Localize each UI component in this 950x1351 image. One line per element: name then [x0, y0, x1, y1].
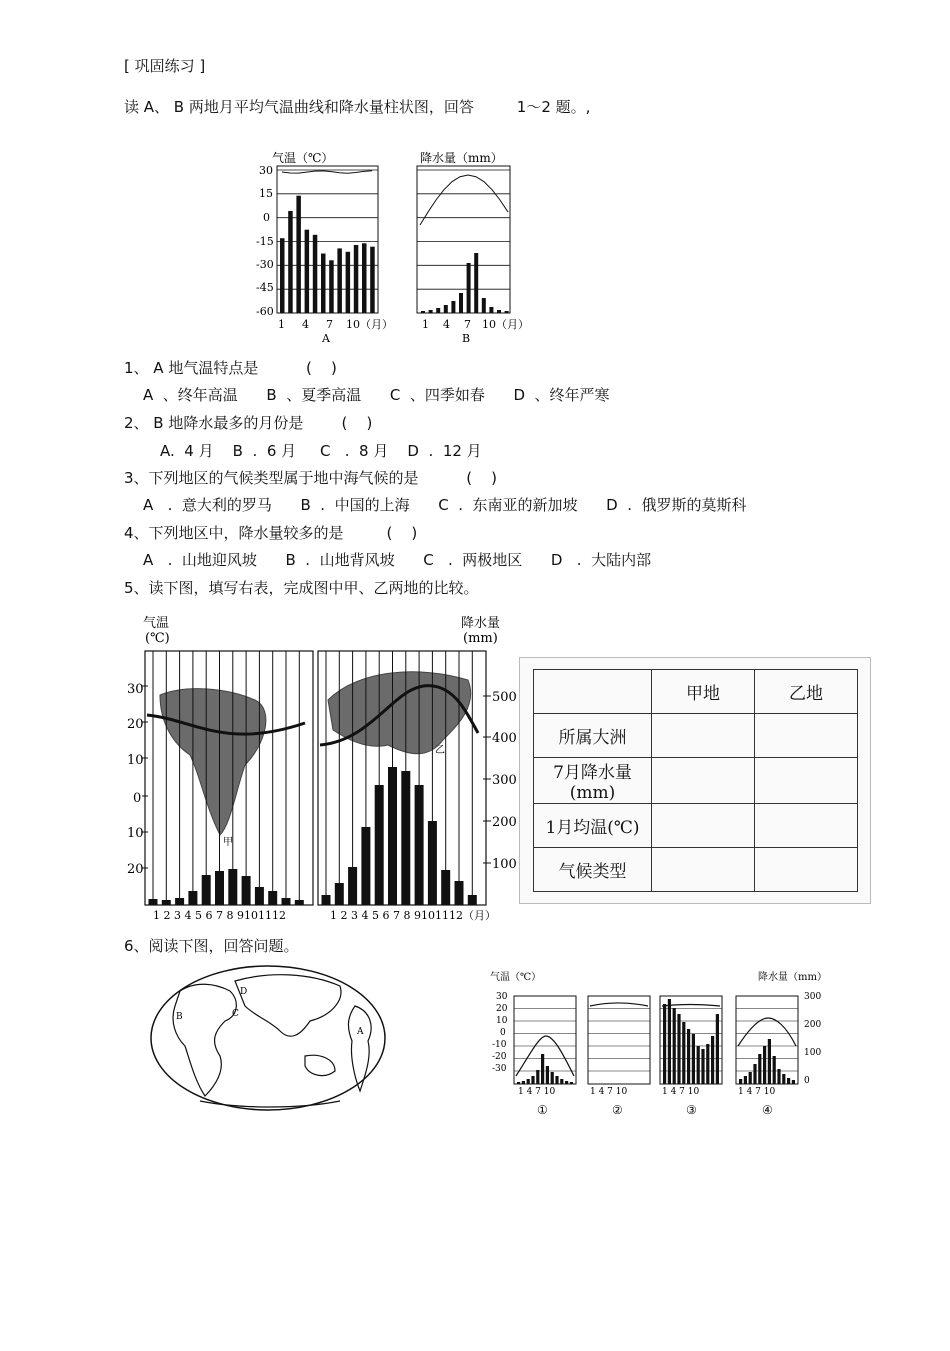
question-2: 2、 B 地降水最多的月份是 ( ): [124, 414, 373, 432]
chart-a-bar: [337, 248, 342, 313]
fig2-precip-bar: [322, 895, 331, 905]
fig3-precip-bar: [706, 1044, 709, 1084]
fig3-precip-bar: [758, 1054, 761, 1084]
question-3: 3、下列地区的气候类型属于地中海气候的是 ( ): [124, 469, 498, 487]
svg-text:30: 30: [127, 682, 144, 697]
fig3-xticks-2: 1 4 7 10: [590, 1087, 628, 1097]
chart-a-plot: [277, 166, 378, 313]
map-label-a: A: [357, 1027, 364, 1037]
fig3-precip-bar: [531, 1076, 534, 1084]
svg-text:-30: -30: [256, 258, 274, 271]
fig3-precip-bar: [663, 1004, 666, 1084]
fig3-left-ticks: [492, 992, 508, 1074]
row-label-jan-temp: 1月均温(℃): [534, 804, 652, 848]
row-label-climate-type: 气候类型: [534, 848, 652, 892]
fig3-precip-bar: [753, 1064, 756, 1084]
world-map: [140, 961, 396, 1119]
fig2-precip-bar: [188, 891, 197, 905]
fig2-precip-bar: [428, 821, 437, 905]
fig2-precip-bar: [202, 875, 211, 905]
fig2-precip-bar: [375, 785, 384, 905]
chart-b-bar: [505, 311, 509, 313]
chart-a-bar: [296, 196, 301, 313]
question-1: 1、 A 地气温特点是 ( ): [124, 359, 337, 377]
chart-b-bar: [497, 310, 501, 313]
question-1-options: A 、终年高温 B 、夏季高温 C 、四季如春 D 、终年严寒: [143, 386, 610, 404]
chart-b-bar: [467, 263, 471, 313]
row-label-july-precip: 7月降水量(mm): [534, 758, 652, 804]
chart-b-bar: [489, 307, 493, 313]
fig2-precip-bar: [215, 871, 224, 905]
fig2-precip-bar: [282, 898, 291, 905]
place-yi-label: 乙: [435, 745, 445, 756]
map-label-c: C: [232, 1009, 239, 1019]
fig3-right-ticks: [804, 992, 821, 1086]
svg-text:10（月）: 10（月）: [482, 318, 529, 331]
climate-map-chart-jia-yi: [125, 615, 520, 925]
fig2-precip-bar: [455, 881, 464, 905]
chart-b-bar: [444, 305, 448, 313]
comparison-table: [533, 669, 858, 892]
map-label-b: B: [176, 1012, 183, 1022]
cell-jia-jan-temp[interactable]: [652, 804, 755, 848]
fig2-continent: [328, 672, 471, 754]
chart-b-bar: [436, 308, 440, 313]
cell-yi-july-precip[interactable]: [755, 758, 858, 804]
table-header-jia: 甲地: [652, 670, 755, 714]
map-landmass-australia: [305, 1055, 335, 1075]
table-header-blank: [534, 670, 652, 714]
question-5: 5、读下图，填写右表，完成图中甲、乙两地的比较。: [124, 579, 479, 597]
svg-text:0: 0: [133, 791, 142, 806]
svg-text:100: 100: [492, 857, 517, 872]
svg-text:10: 10: [127, 753, 144, 768]
chart-b-bar: [421, 311, 425, 313]
svg-text:200: 200: [492, 815, 517, 830]
row-label-continent: 所属大洲: [534, 714, 652, 758]
chart-b-bar: [429, 310, 433, 313]
fig3-precip-bar: [536, 1070, 539, 1084]
fig3-precip-bar: [570, 1082, 573, 1084]
svg-text:15: 15: [259, 187, 273, 200]
fig2-x-axis-left: 1 2 3 4 5 6 7 8 9101112: [153, 909, 286, 922]
fig2-precip-bar: [468, 895, 477, 905]
cell-yi-jan-temp[interactable]: [755, 804, 858, 848]
chart-b-bar: [482, 298, 486, 313]
chart-a-bar: [280, 238, 285, 313]
map-landmass-antarctica: [200, 1101, 340, 1107]
svg-text:0: 0: [263, 211, 270, 224]
fig3-precip-bar: [749, 1072, 752, 1084]
fig2-x-axis-right: 1 2 3 4 5 6 7 8 9101112（月）: [330, 909, 496, 922]
intro-text: 读 A、 B 两地月平均气温曲线和降水量柱状图，回答 1～2 题。,: [124, 98, 591, 116]
fig3-precip-bar: [546, 1066, 549, 1084]
chart-a-bar: [354, 245, 359, 313]
fig2-left-ticks: [127, 682, 144, 877]
svg-text:200: 200: [804, 1020, 822, 1030]
fig2-precip-bar: [242, 876, 251, 905]
fig3-precip-bar: [711, 1036, 714, 1084]
fig3-precip-bar: [744, 1076, 747, 1084]
fig3-right-title: 降水量（mm）: [758, 972, 827, 983]
svg-text:30: 30: [496, 992, 508, 1002]
place-jia-label: 甲: [223, 837, 233, 848]
table-row: [534, 848, 858, 892]
table-row: [534, 804, 858, 848]
cell-jia-july-precip[interactable]: [652, 758, 755, 804]
fig2-right-unit: (mm): [463, 631, 498, 646]
svg-text:10: 10: [127, 826, 144, 841]
chart-b-bar: [459, 293, 463, 313]
fig3-precip-bar: [787, 1078, 790, 1084]
svg-text:-60: -60: [256, 305, 274, 318]
chart-a-bar: [288, 211, 293, 313]
fig2-precip-bar: [401, 771, 410, 905]
fig3-precip-bar: [777, 1069, 780, 1084]
fig3-precip-bar: [522, 1081, 525, 1084]
fig3-precip-bar: [739, 1079, 742, 1084]
chart-a-bar: [362, 243, 367, 313]
svg-text:300: 300: [804, 992, 822, 1002]
chart-a-label: A: [322, 332, 330, 345]
fig3-precip-bar: [527, 1079, 530, 1084]
fig3-precip-bar: [716, 1014, 719, 1084]
svg-text:-20: -20: [492, 1052, 507, 1062]
chart-b-title: 降水量（mm）: [420, 151, 503, 165]
fig3-temp-curve: [590, 1003, 648, 1006]
chart-label-2: ②: [612, 1103, 623, 1117]
chart-label-4: ④: [762, 1103, 773, 1117]
svg-text:0: 0: [500, 1028, 506, 1038]
map-landmass-africa-europe: [173, 984, 236, 1096]
svg-text:-30: -30: [492, 1064, 507, 1074]
fig3-precip-bar: [682, 1022, 685, 1084]
fig2-precip-bar: [335, 883, 344, 905]
fig3-precip-bar: [677, 1014, 680, 1084]
chart-a-bar: [329, 260, 334, 313]
table-row: [534, 714, 858, 758]
svg-text:10（月）: 10（月）: [346, 318, 393, 331]
fig3-precip-bar: [697, 1046, 700, 1084]
fig3-precip-bar: [668, 999, 671, 1084]
chart-a-bar: [305, 230, 310, 313]
fig3-precip-bar: [541, 1054, 544, 1084]
svg-text:0: 0: [804, 1076, 810, 1086]
fig2-right-ticks: [492, 690, 517, 872]
section-title: [ 巩固练习 ]: [124, 57, 206, 75]
chart-b-xticks: [422, 318, 529, 331]
fig2-precip-bar: [162, 900, 171, 905]
chart-b-bar: [474, 253, 478, 313]
svg-text:20: 20: [127, 717, 144, 732]
svg-text:4: 4: [443, 318, 450, 331]
chart-a-title: 气温（℃）: [272, 151, 334, 165]
chart-a-bar: [346, 252, 351, 313]
fig3-temp-curve: [516, 1036, 574, 1076]
fig2-precip-bar: [295, 900, 304, 905]
chart-a-bar: [321, 254, 326, 314]
fig2-continent: [160, 689, 266, 835]
question-6: 6、阅读下图，回答问题。: [124, 937, 299, 955]
fig3-precip-bar: [551, 1072, 554, 1084]
fig3-precip-bar: [792, 1080, 795, 1084]
chart-a-xticks: [278, 318, 393, 331]
svg-text:300: 300: [492, 773, 517, 788]
fig3-precip-bar: [565, 1081, 568, 1084]
question-2-options: A. 4 月 B . 6 月 C . 8 月 D . 12 月: [160, 442, 482, 460]
climate-chart-a-b: [250, 148, 540, 346]
fig2-precip-bar: [441, 870, 450, 905]
fig2-precip-bar: [149, 899, 158, 905]
chart-label-1: ①: [537, 1103, 548, 1117]
svg-text:-45: -45: [256, 281, 274, 294]
fig2-precip-bar: [268, 891, 277, 905]
svg-text:500: 500: [492, 690, 517, 705]
fig2-right-title: 降水量: [461, 616, 501, 631]
fig3-precip-bar: [782, 1074, 785, 1084]
question-3-options: A . 意大利的罗马 B . 中国的上海 C . 东南亚的新加坡 D . 俄罗斯的莫斯科: [143, 496, 747, 514]
fig3-xticks-1: 1 4 7 10: [518, 1087, 556, 1097]
map-landmass-asia: [235, 975, 341, 1037]
fig2-left-unit: (℃): [145, 631, 170, 646]
chart-a-bar: [370, 247, 375, 313]
svg-text:4: 4: [302, 318, 309, 331]
fig2-precip-bar: [255, 887, 264, 905]
svg-text:400: 400: [492, 731, 517, 746]
fig3-xticks-4: 1 4 7 10: [738, 1087, 776, 1097]
chart-a-temp-line: [282, 171, 372, 173]
fig3-xticks-3: 1 4 7 10: [662, 1087, 700, 1097]
cell-jia-continent[interactable]: [652, 714, 755, 758]
chart-b-bar: [451, 301, 455, 313]
svg-text:1: 1: [422, 318, 429, 331]
fig3-precip-bar: [773, 1056, 776, 1084]
question-4: 4、下列地区中，降水量较多的是 ( ): [124, 524, 418, 542]
fig2-left-title: 气温: [143, 616, 170, 631]
svg-text:1: 1: [278, 318, 285, 331]
chart-a-yticks: [256, 164, 274, 318]
fig3-precip-bar: [692, 1034, 695, 1084]
fig3-precip-bar: [687, 1029, 690, 1084]
fig3-precip-bar: [701, 1049, 704, 1084]
fig3-temp-curve: [738, 1018, 796, 1046]
fig2-precip-bar: [388, 767, 397, 905]
chart-b-plot: [417, 166, 510, 313]
svg-text:7: 7: [464, 318, 471, 331]
chart-b-frame: [417, 166, 510, 313]
svg-text:30: 30: [259, 164, 273, 177]
svg-text:20: 20: [127, 862, 144, 877]
table-header-yi: 乙地: [755, 670, 858, 714]
fig3-left-title: 气温（℃）: [490, 972, 542, 983]
fig2-precip-bar: [348, 867, 357, 905]
chart-label-3: ③: [686, 1103, 697, 1117]
fig3-precip-bar: [560, 1079, 563, 1084]
chart-b-label: B: [462, 332, 471, 345]
fig3-precip-bar: [555, 1076, 558, 1084]
fig2-precip-bar: [228, 869, 237, 905]
svg-text:10: 10: [496, 1016, 508, 1026]
cell-yi-continent[interactable]: [755, 714, 858, 758]
four-climate-charts: [488, 966, 838, 1124]
svg-text:7: 7: [326, 318, 333, 331]
table-row: [534, 758, 858, 804]
fig2-precip-bar: [415, 785, 424, 905]
map-landmass-americas: [348, 1006, 371, 1091]
fig3-temp-curve: [662, 1005, 720, 1007]
table-header-row: [534, 670, 858, 714]
fig3-precip-bar: [673, 1008, 676, 1084]
fig3-precip-bar: [763, 1046, 766, 1084]
fig3-precip-bar: [517, 1082, 520, 1084]
fig2-precip-bar: [175, 898, 184, 905]
fig2-precip-bar: [361, 827, 370, 905]
cell-jia-climate-type[interactable]: [652, 848, 755, 892]
question-4-options: A . 山地迎风坡 B . 山地背风坡 C . 两极地区 D . 大陆内部: [143, 551, 652, 569]
svg-text:-10: -10: [492, 1040, 507, 1050]
cell-yi-climate-type[interactable]: [755, 848, 858, 892]
svg-text:20: 20: [496, 1004, 508, 1014]
svg-text:100: 100: [804, 1048, 822, 1058]
fig3-precip-bar: [768, 1039, 771, 1084]
chart-a-bar: [313, 235, 318, 313]
svg-text:-15: -15: [256, 235, 274, 248]
map-label-d: D: [240, 987, 248, 997]
